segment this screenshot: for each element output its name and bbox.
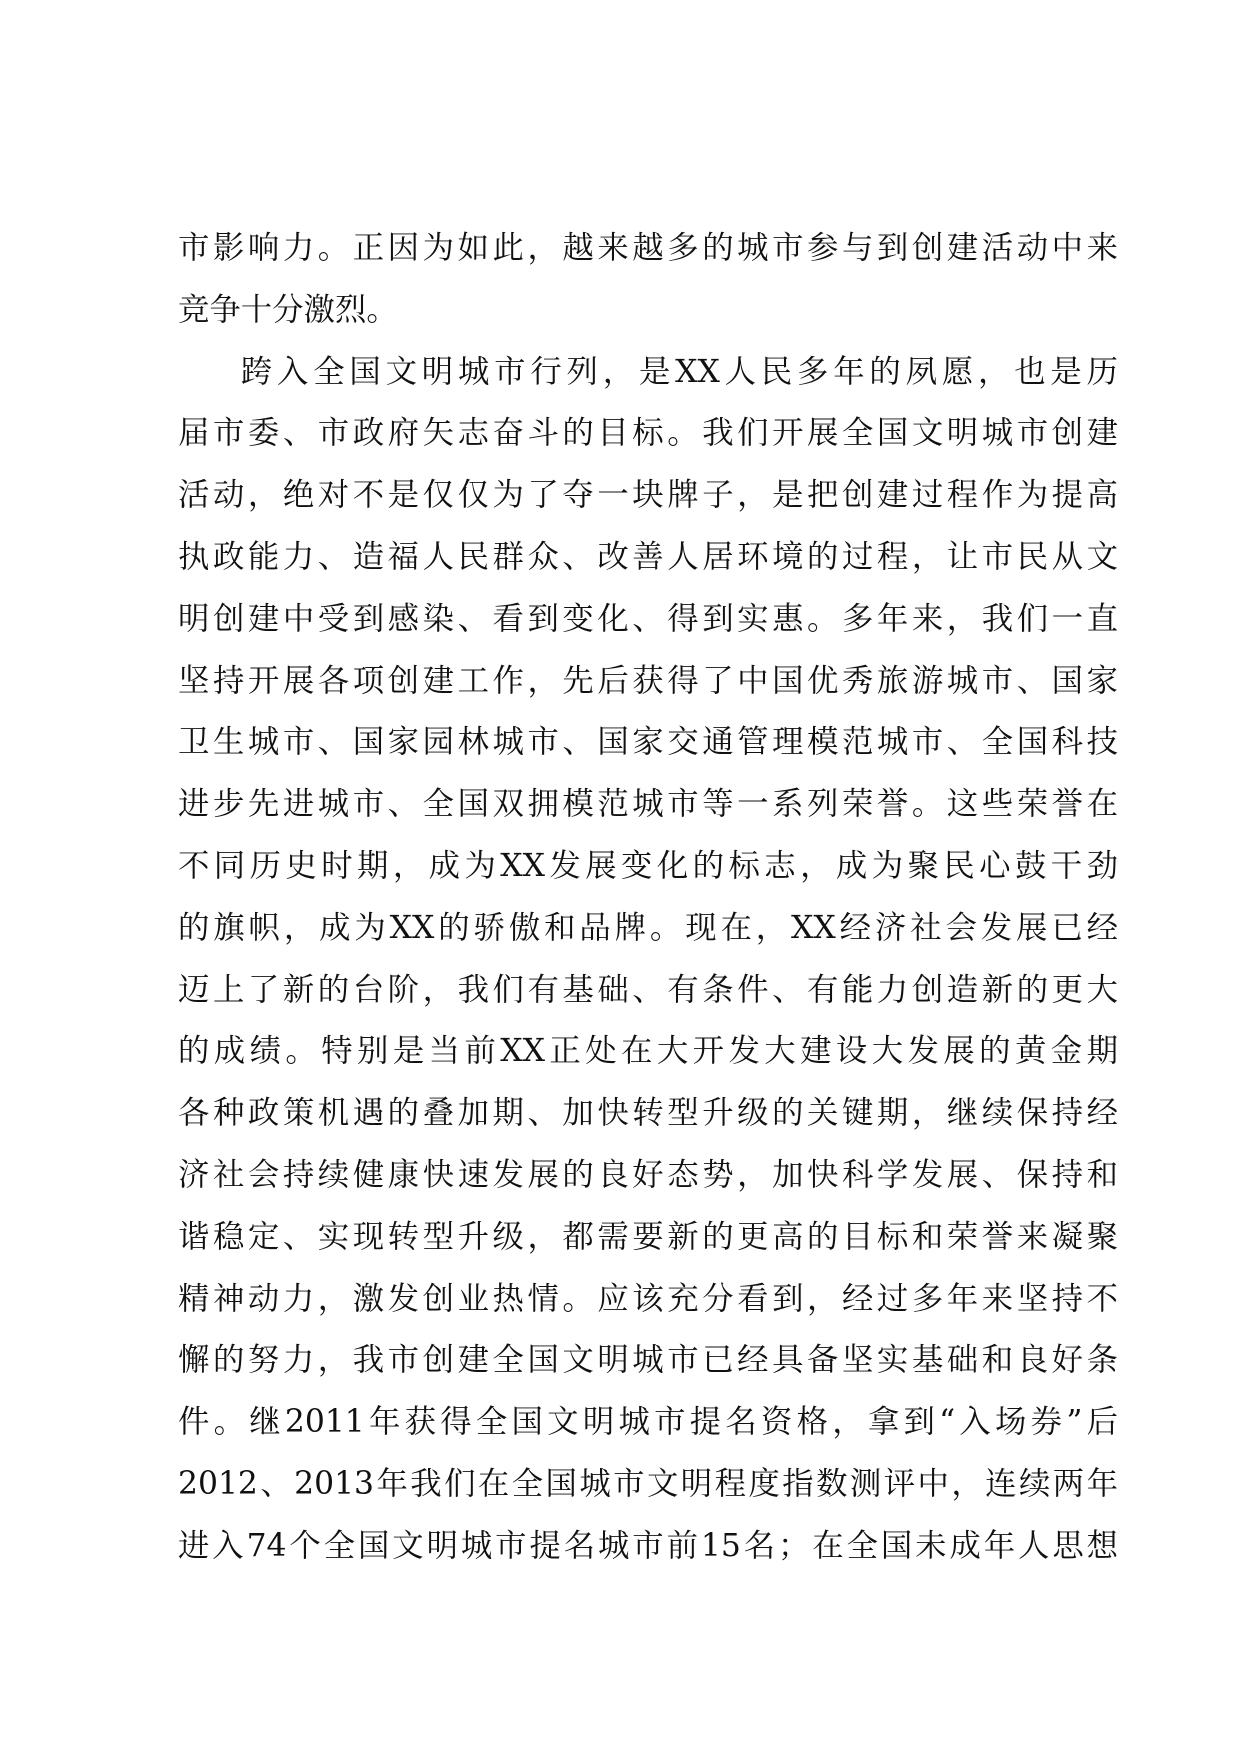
- text-line: 卫生城市、国家园林城市、国家交通管理模范城市、全国科技: [178, 724, 1118, 761]
- text-line: 的成绩。特别是当前XX正处在大开发大建设大发展的黄金期: [178, 1033, 1118, 1070]
- text-line: 谐稳定、实现转型升级，都需要新的更高的目标和荣誉来凝聚: [178, 1218, 1118, 1255]
- text-line: 坚持开展各项创建工作，先后获得了中国优秀旅游城市、国家: [178, 662, 1118, 699]
- text-line: 市影响力。正因为如此，越来越多的城市参与到创建活动中来: [178, 230, 1118, 266]
- text-line: 明创建中受到感染、看到变化、得到实惠。多年来，我们一直: [178, 600, 1118, 637]
- text-line: 件。继2011年获得全国文明城市提名资格，拿到“入场券”后: [178, 1404, 1118, 1441]
- text-line: 跨入全国文明城市行列，是XX人民多年的夙愿，也是历: [240, 353, 1118, 390]
- body-text: [178, 218, 1118, 1578]
- paragraph: [178, 342, 1118, 1578]
- text-line: 不同历史时期，成为XX发展变化的标志，成为聚民心鼓干劲: [178, 847, 1118, 884]
- text-line: 2012、2013年我们在全国城市文明程度指数测评中，连续两年: [178, 1465, 1118, 1502]
- text-line: 进入74个全国文明城市提名城市前15名；在全国未成年人思想: [178, 1527, 1118, 1564]
- text-line: 迈上了新的台阶，我们有基础、有条件、有能力创造新的更大: [178, 971, 1118, 1008]
- text-line: 执政能力、造福人民群众、改善人居环境的过程，让市民从文: [178, 538, 1118, 575]
- paragraph: [178, 218, 1118, 342]
- text-line: 进步先进城市、全国双拥模范城市等一系列荣誉。这些荣誉在: [178, 786, 1118, 823]
- text-line: 竞争十分激烈。: [178, 291, 398, 328]
- text-line: 济社会持续健康快速发展的良好态势，加快科学发展、保持和: [178, 1156, 1118, 1193]
- text-line: 届市委、市政府矢志奋斗的目标。我们开展全国文明城市创建: [178, 415, 1118, 452]
- text-line: 活动，绝对不是仅仅为了夺一块牌子，是把创建过程作为提高: [178, 477, 1118, 514]
- text-line: 懈的努力，我市创建全国文明城市已经具备坚实基础和良好条: [178, 1342, 1118, 1379]
- text-line: 精神动力，激发创业热情。应该充分看到，经过多年来坚持不: [178, 1280, 1118, 1317]
- text-line: 各种政策机遇的叠加期、加快转型升级的关键期，继续保持经: [178, 1095, 1118, 1132]
- text-line: 的旗帜，成为XX的骄傲和品牌。现在，XX经济社会发展已经: [178, 909, 1118, 946]
